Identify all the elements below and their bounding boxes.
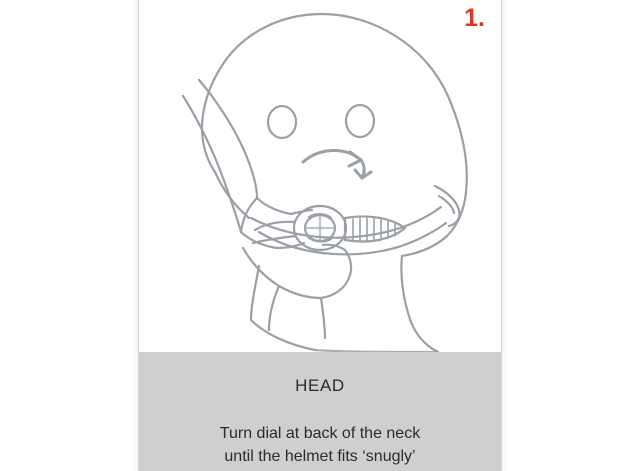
illustration-panel (139, 0, 501, 352)
page-right-shadow (502, 0, 508, 471)
instruction-card (138, 0, 502, 471)
caption-panel (139, 352, 501, 471)
helmet-dial-illustration (139, 0, 501, 352)
caption-line-2: until the helmet fits ‘snugly’ (224, 448, 416, 466)
step-number: 1. (464, 4, 485, 32)
caption-body (139, 422, 501, 468)
caption-line-1: Turn dial at back of the neck (219, 425, 421, 442)
caption-title: HEAD (295, 376, 345, 395)
